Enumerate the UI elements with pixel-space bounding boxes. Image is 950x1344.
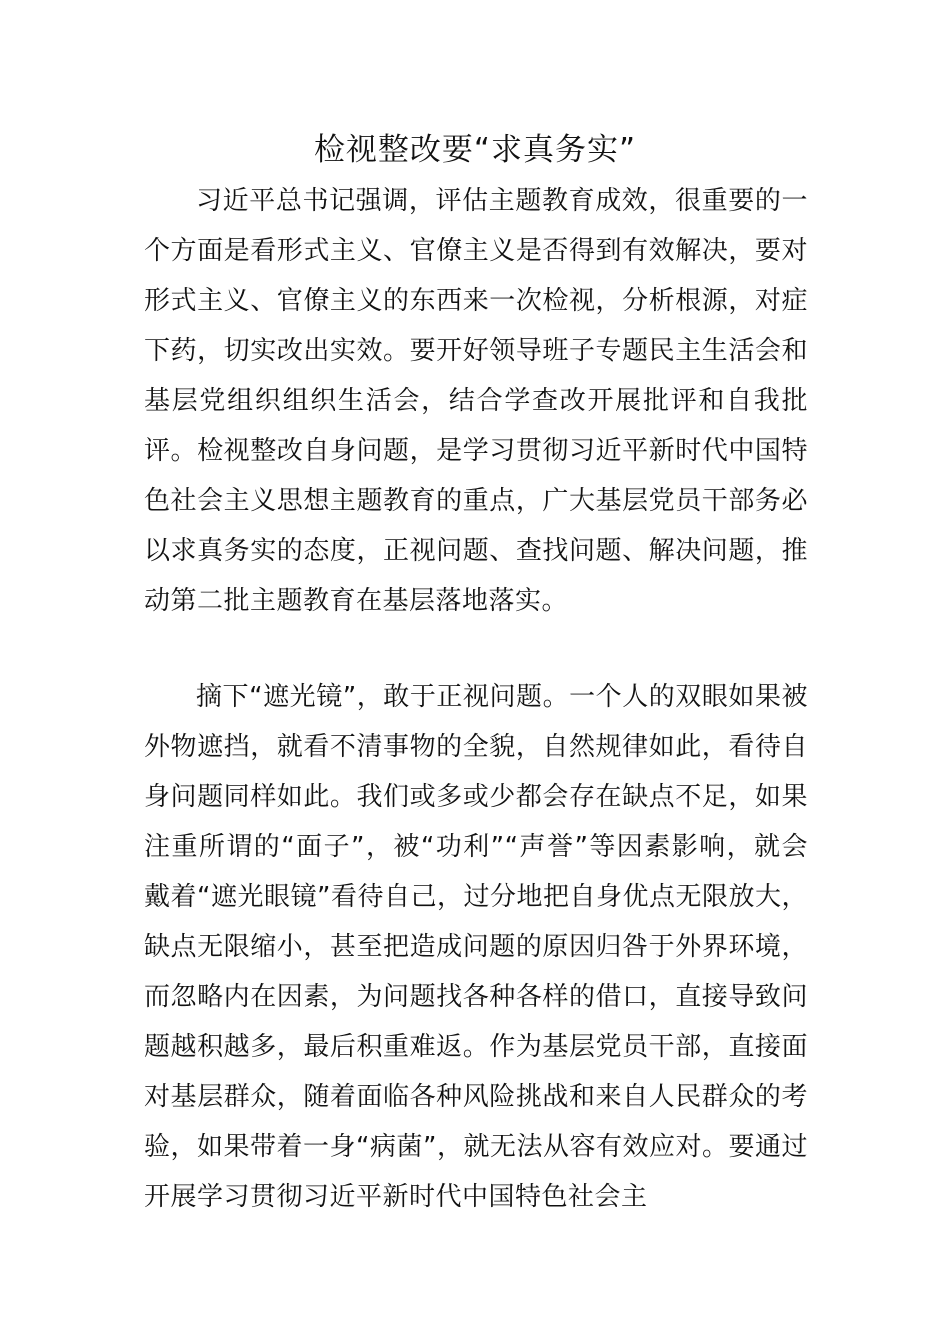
document-title: 检视整改要“求真务实” <box>313 132 637 168</box>
paragraph-2: 摘下“遮光镜”，敢于正视问题。一个人的双眼如果被外物遮挡，就看不清事物的全貌，自然规律如此，看待自身问题同样如此。我们或多或少都会存在缺点不足，如果注重所谓的“面子”，被“功利”“声誉”等因素影响，就会戴着“遮光眼镜”看待自己，过分地把自身优点无限放大，缺点无限缩小，甚至把造成问题的原因归咎于外界环境，而忽略内在因素，为问题找各种各样的借口，直接导致问题越积越多，最后积重难返。作为基层党员干部，直接面对基层群众，随着面临各种风险挑战和来自人民群众的考验，如果带着一身“病菌”，就无法从容有效应对。要通过开展学习贯彻习近平新时代中国特色社会主 <box>144 682 808 1212</box>
paragraph-1: 习近平总书记强调，评估主题教育成效，很重要的一个方面是看形式主义、官僚主义是否得到有效解决，要对形式主义、官僚主义的东西来一次检视，分析根源，对症下药，切实改出实效。要开好领导班子专题民主生活会和基层党组织组织生活会，结合学查改开展批评和自我批评。检视整改自身问题，是学习贯彻习近平新时代中国特色社会主义思想主题教育的重点，广大基层党员干部务必以求真务实的态度，正视问题、查找问题、解决问题，推动第二批主题教育在基层落地落实。 <box>144 186 808 616</box>
